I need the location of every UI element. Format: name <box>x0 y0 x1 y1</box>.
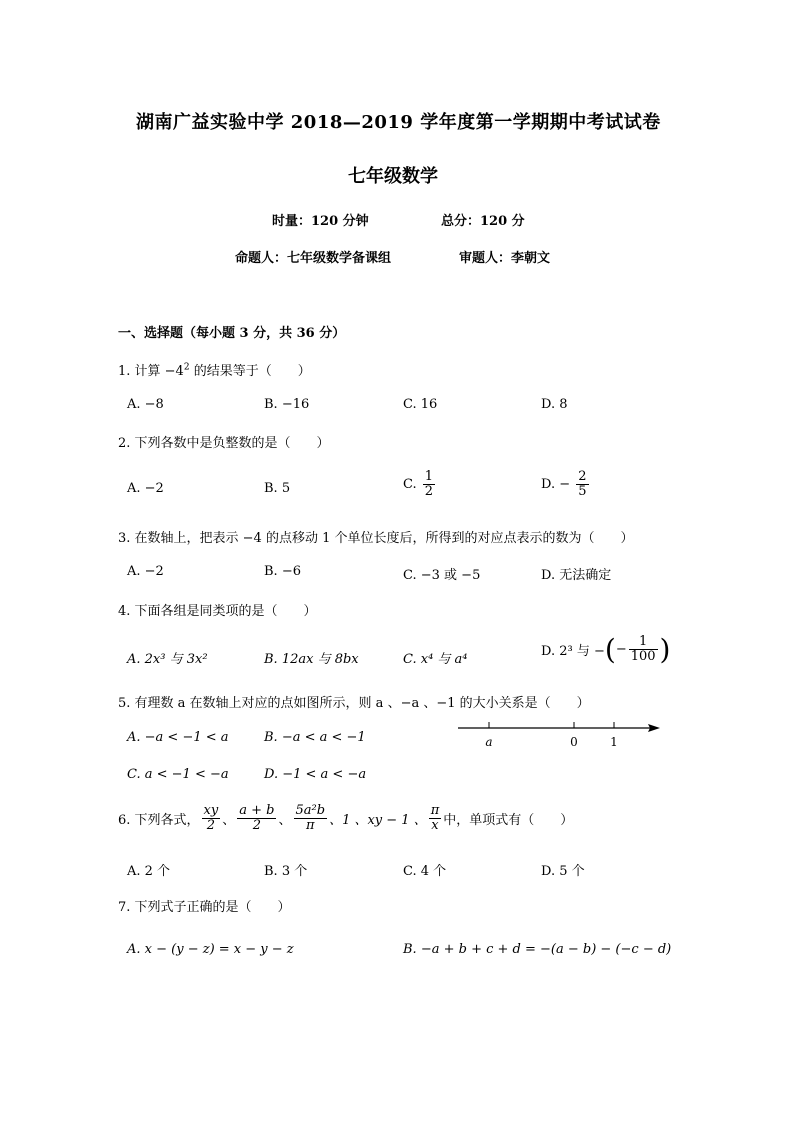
question-6-stem-a: 6. 下列各式， <box>118 813 200 828</box>
question-4-option-b: B. 12ax 与 8bx <box>264 652 359 667</box>
fraction-denominator: 5 <box>578 484 587 499</box>
question-5-option-c: C. a < −1 < −a <box>127 767 229 782</box>
question-6-option-c: C. 4 个 <box>403 864 447 879</box>
question-7-option-a: A. x − (y − z) = x − y − z <box>127 942 294 957</box>
exam-time: 时量：120 分钟 <box>272 214 369 229</box>
question-6-option-a: A. 2 个 <box>127 864 171 879</box>
question-4-stem: 4. 下面各组是同类项的是（ ） <box>118 604 317 619</box>
fraction <box>629 635 658 664</box>
question-2-option-c-label: C. <box>403 477 417 492</box>
question-2-option-b: B. 5 <box>264 481 291 496</box>
question-1-option-b: B. −16 <box>264 397 310 412</box>
question-2-option-c <box>403 470 437 499</box>
question-6-option-d: D. 5 个 <box>541 864 585 879</box>
fraction-numerator: 1 <box>424 469 434 484</box>
fraction-numerator: 2 <box>578 469 587 484</box>
exam-author: 命题人：七年级数学备课组 <box>235 251 392 266</box>
question-6-mid: 、1 、xy − 1 、 <box>329 813 427 828</box>
question-3-option-a: A. −2 <box>127 564 164 579</box>
fraction <box>237 804 276 833</box>
section-title: 一、选择题（每小题 3 分，共 36 分） <box>118 326 346 341</box>
question-4-option-c: C. x⁴ 与 a⁴ <box>403 652 468 667</box>
fraction-denominator: x <box>431 818 439 833</box>
question-5-option-b: B. −a < a < −1 <box>264 730 366 745</box>
axis-label-one: 1 <box>610 735 618 749</box>
fraction-numerator: 5a²b <box>295 803 326 818</box>
number-line-diagram <box>450 715 665 755</box>
fraction-numerator: π <box>430 803 440 818</box>
question-6-option-b: B. 3 个 <box>264 864 308 879</box>
fraction-denominator: 100 <box>630 649 656 664</box>
left-paren-icon: ( <box>604 633 616 666</box>
question-2-option-a: A. −2 <box>127 481 164 496</box>
question-1-stem-b: 的结果等于（ ） <box>189 364 311 379</box>
question-1-stem-a: 1. 计算 −4 <box>118 364 184 379</box>
fraction-numerator: a + b <box>239 803 275 818</box>
question-5-option-a: A. −a < −1 < a <box>127 730 229 745</box>
question-5-option-d: D. −1 < a < −a <box>264 767 367 782</box>
fraction <box>294 804 328 833</box>
question-2-option-d-label: D. − <box>541 477 571 492</box>
exam-subtitle: 七年级数学 <box>348 166 438 187</box>
question-3-option-c: C. −3 或 −5 <box>403 568 481 583</box>
axis-label-zero: 0 <box>570 735 578 749</box>
question-7-option-b: B. −a + b + c + d = −(a − b) − (−c − d) <box>403 942 672 957</box>
exam-reviewer: 审题人：李朝文 <box>459 251 551 266</box>
question-2-stem: 2. 下列各数中是负整数的是（ ） <box>118 436 330 451</box>
fraction <box>202 804 221 833</box>
fraction-numerator: xy <box>203 803 219 818</box>
fraction <box>423 470 435 499</box>
question-2-option-d <box>541 470 591 499</box>
question-3-option-b: B. −6 <box>264 564 301 579</box>
question-1-exponent: 2 <box>183 362 190 373</box>
fraction <box>429 804 442 833</box>
axis-label-a: a <box>485 735 493 749</box>
question-6-stem-b: 中，单项式有（ ） <box>443 813 574 828</box>
exam-total-score: 总分：120 分 <box>441 214 525 229</box>
question-6-stem: 6. 下列各式， $\frac{xy}{2}$ 、 $\frac{a + b}{2}$ 、 $\frac{\text{5a²b}}{\pi}$ 、1 、xy − 1 、 $\frac{\pi}{x}$ 中，单项式有（ ） <box>118 803 574 833</box>
question-1-option-a: A. −8 <box>127 397 164 412</box>
fraction-denominator: 2 <box>424 484 434 499</box>
question-4-option-a: A. 2x³ 与 3x² <box>127 652 208 667</box>
question-3-option-d: D. 无法确定 <box>541 568 612 583</box>
question-5-stem: 5. 有理数 a 在数轴上对应的点如图所示，则 a 、−a 、−1 的大小关系是（ ） <box>118 696 590 711</box>
fraction-denominator: 2 <box>252 818 261 833</box>
question-4-option-d: D. 2³ 与 −(− $\frac{1}{100}$ ) <box>541 633 671 666</box>
fraction <box>576 470 588 499</box>
question-1 <box>118 360 311 379</box>
right-paren-icon: ) <box>659 633 671 666</box>
question-3-stem: 3. 在数轴上，把表示 −4 的点移动 1 个单位长度后，所得到的对应点表示的数为（ ） <box>118 531 634 546</box>
fraction-denominator: π <box>306 818 315 833</box>
question-1-option-c: C. 16 <box>403 397 438 412</box>
question-4-option-d-label: D. 2³ 与 − <box>541 644 605 659</box>
fraction-denominator: 2 <box>206 818 216 833</box>
fraction-numerator: 1 <box>629 635 658 650</box>
question-7-stem: 7. 下列式子正确的是（ ） <box>118 900 291 915</box>
exam-title: 湖南广益实验中学 2018—2019 学年度第一学期期中考试试卷 <box>136 112 661 133</box>
question-1-option-d: D. 8 <box>541 397 568 412</box>
